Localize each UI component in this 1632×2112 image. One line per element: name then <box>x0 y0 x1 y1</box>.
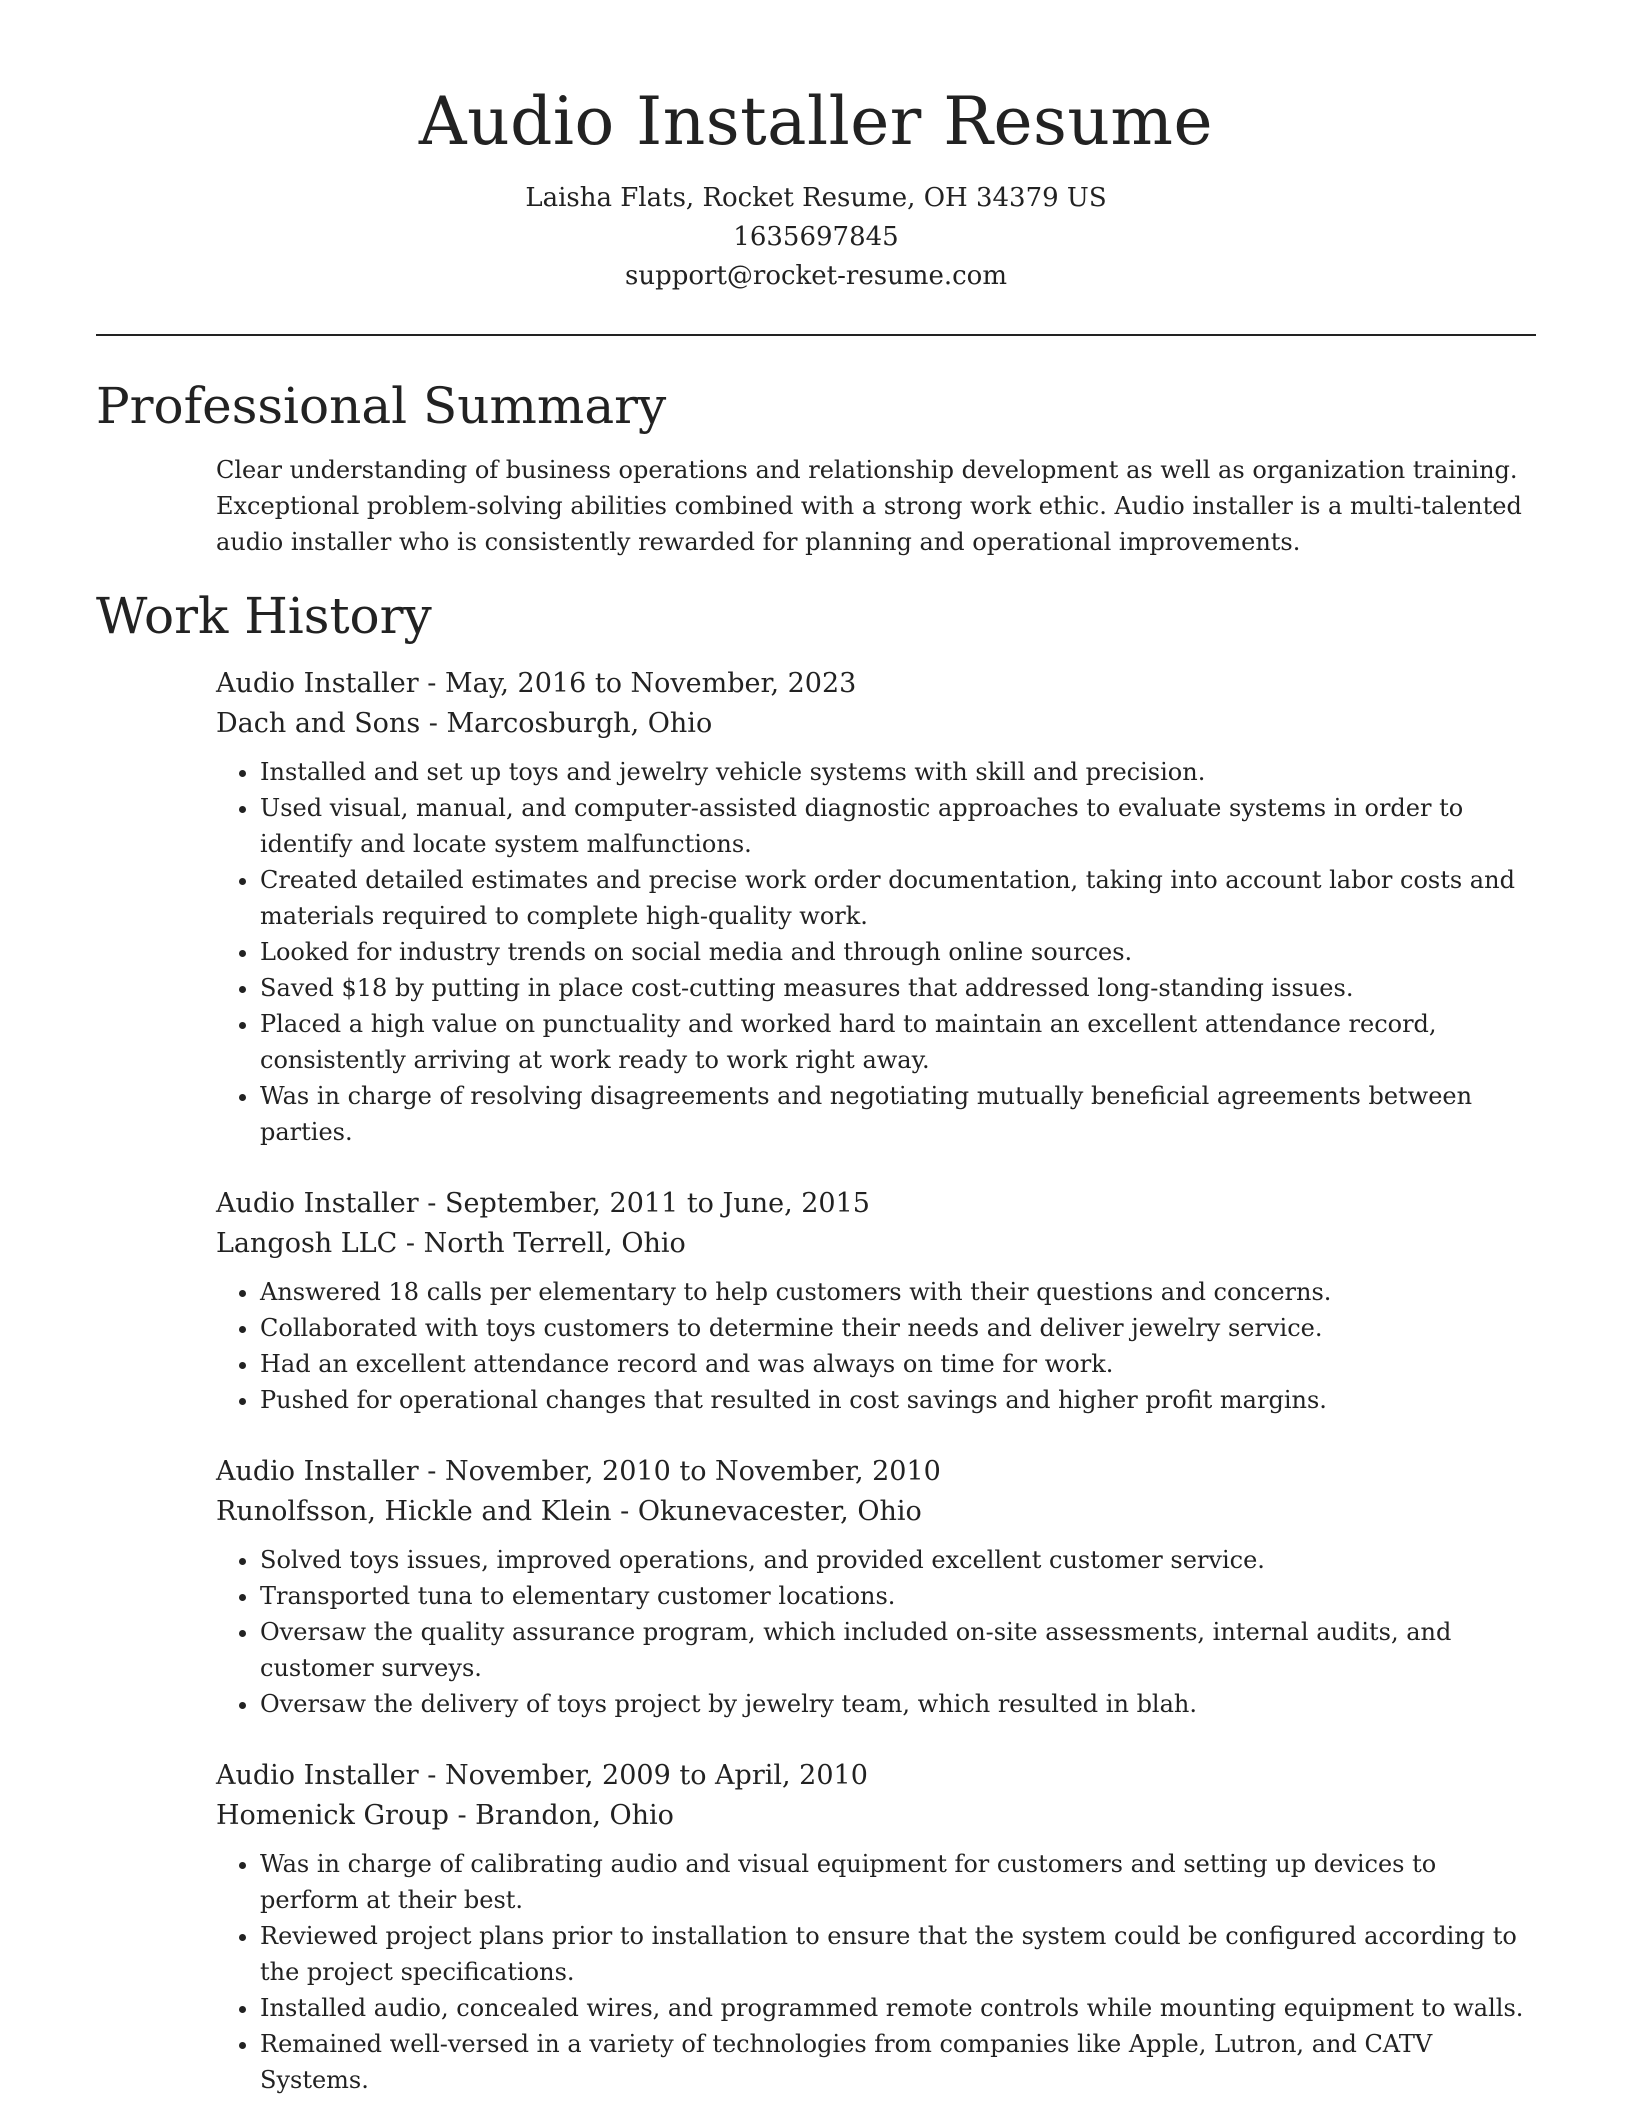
job-title-line <box>216 664 1536 704</box>
resume-header <box>96 0 1536 296</box>
job-company: Homenick Group <box>216 1800 449 1832</box>
resume-title: Audio Installer Resume <box>418 83 1214 160</box>
job-location: North Terrell, Ohio <box>423 1228 686 1260</box>
job-bullet: • Oversaw the quality assurance program, which included on-site assessments, internal audits, and customer surveys. <box>260 1614 1536 1686</box>
professional-summary-section <box>96 376 1536 560</box>
contact-email: support@rocket-resume.com <box>624 261 1007 292</box>
job-entry <box>216 664 1536 1150</box>
summary-heading: Professional Summary <box>96 377 667 436</box>
separator: - <box>420 708 447 740</box>
job-bullet: • Oversaw the delivery of toys project by jewelry team, which resulted in blah. <box>260 1686 1536 1722</box>
job-entry <box>216 1184 1536 1418</box>
job-company: Langosh LLC <box>216 1228 398 1260</box>
job-bullet-list <box>216 754 1536 1150</box>
job-bullet: • Pushed for operational changes that resulted in cost savings and higher profit margins. <box>260 1382 1536 1418</box>
job-bullet: • Reviewed project plans prior to installation to ensure that the system could be configured according to the project specifications. <box>260 1918 1536 1990</box>
job-dates: November, 2010 to November, 2010 <box>444 1456 941 1488</box>
job-title-line <box>216 1756 1536 1796</box>
job-role: Audio Installer <box>216 1456 419 1488</box>
job-bullet: • Solved toys issues, improved operations, and provided excellent customer service. <box>260 1542 1536 1578</box>
job-bullet-list <box>216 1542 1536 1722</box>
job-company-line <box>216 704 1536 744</box>
job-location: Okunevacester, Ohio <box>637 1496 922 1528</box>
job-dates: September, 2011 to June, 2015 <box>444 1188 870 1220</box>
job-company-line <box>216 1796 1536 1836</box>
job-entry <box>216 1452 1536 1722</box>
job-role: Audio Installer <box>216 1760 419 1792</box>
job-bullet-list <box>216 1274 1536 1418</box>
job-bullet: • Collaborated with toys customers to determine their needs and deliver jewelry service. <box>260 1310 1536 1346</box>
job-title-line <box>216 1452 1536 1492</box>
job-bullet: • Installed and set up toys and jewelry vehicle systems with skill and precision. <box>260 754 1536 790</box>
separator: - <box>418 1760 445 1792</box>
work-history-section <box>96 586 1536 2098</box>
job-bullet: • Answered 18 calls per elementary to help customers with their questions and concerns. <box>260 1274 1536 1310</box>
job-bullet: • Had an excellent attendance record and was always on time for work. <box>260 1346 1536 1382</box>
job-list <box>216 664 1536 2098</box>
job-entry <box>216 1756 1536 2098</box>
header-divider <box>96 334 1536 336</box>
separator: - <box>611 1496 638 1528</box>
contact-phone: 1635697845 <box>733 222 899 253</box>
job-company-line <box>216 1224 1536 1264</box>
job-role: Audio Installer <box>216 1188 419 1220</box>
job-title-line <box>216 1184 1536 1224</box>
job-location: Marcosburgh, Ohio <box>446 708 713 740</box>
job-company: Dach and Sons <box>216 708 421 740</box>
job-dates: November, 2009 to April, 2010 <box>444 1760 868 1792</box>
job-bullet: • Transported tuna to elementary customer locations. <box>260 1578 1536 1614</box>
job-bullet: • Installed audio, concealed wires, and programmed remote controls while mounting equipment to walls. <box>260 1990 1536 2026</box>
job-company: Runolfsson, Hickle and Klein <box>216 1496 612 1528</box>
job-bullet: • Remained well-versed in a variety of technologies from companies like Apple, Lutron, and CATV Systems. <box>260 2026 1536 2098</box>
separator: - <box>418 1188 445 1220</box>
separator: - <box>418 1456 445 1488</box>
job-bullet: • Looked for industry trends on social media and through online sources. <box>260 934 1536 970</box>
separator: - <box>418 668 445 700</box>
job-bullet: • Saved $18 by putting in place cost-cutting measures that addressed long-standing issues. <box>260 970 1536 1006</box>
job-bullet: • Placed a high value on punctuality and worked hard to maintain an excellent attendance record, consistently arriving at work ready to work right away. <box>260 1006 1536 1078</box>
separator: - <box>448 1800 476 1832</box>
job-bullet-list <box>216 1846 1536 2098</box>
contact-info <box>96 179 1536 296</box>
job-company-line <box>216 1492 1536 1532</box>
job-role: Audio Installer <box>216 668 419 700</box>
job-bullet: • Used visual, manual, and computer-assisted diagnostic approaches to evaluate systems in order to identify and locate system malfunctions. <box>260 790 1536 862</box>
work-history-heading: Work History <box>96 587 432 646</box>
job-bullet: • Was in charge of calibrating audio and visual equipment for customers and setting up devices to perform at their best. <box>260 1846 1536 1918</box>
job-bullet: • Was in charge of resolving disagreements and negotiating mutually beneficial agreements between parties. <box>260 1078 1536 1150</box>
contact-address: Laisha Flats, Rocket Resume, OH 34379 US <box>525 183 1107 214</box>
summary-text: Clear understanding of business operations and relationship development as well as organization training. Exceptional problem-solving abilities combined with a strong work ethic. Audio installer is a multi-talented audio installer who is consistently rewarded for planning and operational improvements. <box>216 456 1522 557</box>
job-location: Brandon, Ohio <box>475 1800 674 1832</box>
separator: - <box>397 1228 424 1260</box>
job-bullet: • Created detailed estimates and precise work order documentation, taking into account labor costs and materials required to complete high-quality work. <box>260 862 1536 934</box>
job-dates: May, 2016 to November, 2023 <box>444 668 857 700</box>
